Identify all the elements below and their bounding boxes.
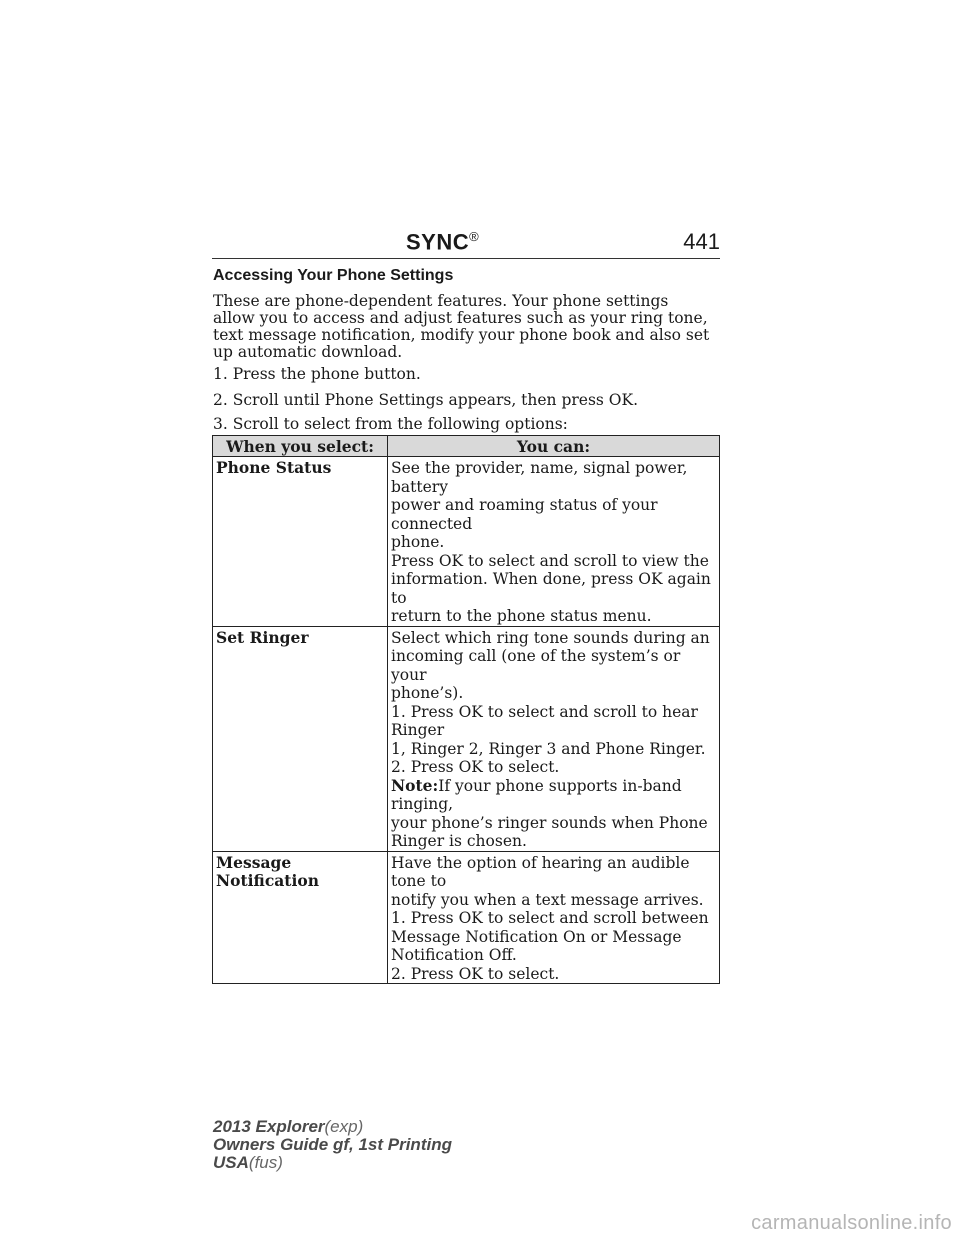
table-row-phone-status: [213, 457, 720, 627]
note-line: your phone’s ringer sounds when Phone: [391, 813, 708, 832]
option-description: [388, 851, 720, 984]
description-line: 1. Press OK to select and scroll between: [391, 909, 709, 927]
description-line: phone’s).: [391, 684, 464, 702]
step-1: 1. Press the phone button.: [213, 365, 421, 383]
footer-line-3: [213, 1154, 452, 1172]
note-line: [391, 777, 716, 814]
option-description: [388, 457, 720, 627]
note-label: Note:: [391, 775, 439, 795]
description-line: 1, Ringer 2, Ringer 3 and Phone Ringer.: [391, 739, 706, 758]
model-code: (exp): [324, 1117, 364, 1136]
chapter-title: SYNC®: [406, 229, 480, 255]
step-3: 3. Scroll to select from the following options:: [213, 415, 568, 433]
description-line: Notification Off.: [391, 946, 517, 964]
description-line: See the provider, name, signal power, battery: [391, 459, 688, 496]
footer-line-1: [213, 1118, 452, 1136]
description-line: return to the phone status menu.: [391, 607, 652, 625]
column-header-can: You can:: [388, 436, 720, 457]
registered-mark: ®: [469, 229, 480, 244]
note-text: If your phone supports in-band ringing,: [391, 776, 682, 813]
description-line: 1. Press OK to select and scroll to hear Ringer: [391, 702, 698, 739]
note-line: Ringer is chosen.: [391, 832, 527, 850]
page-number: 441: [683, 229, 720, 254]
description-line: information. When done, press OK again to: [391, 570, 711, 607]
header-divider: [212, 258, 720, 259]
model-name: 2013 Explorer: [213, 1117, 325, 1136]
table-row-message-notification: [213, 851, 720, 984]
description-line: 2. Press OK to select.: [391, 964, 560, 983]
document-footer: [213, 1118, 452, 1172]
site-watermark: carmanualsonline.info: [751, 1212, 952, 1234]
region-name: USA: [213, 1153, 249, 1172]
options-table: [212, 435, 720, 984]
region-code: (fus): [248, 1153, 283, 1172]
description-line: incoming call (one of the system’s or your: [391, 647, 681, 684]
option-description: [388, 626, 720, 851]
description-line: Message Notification On or Message: [391, 927, 682, 946]
section-title: Accessing Your Phone Settings: [213, 267, 454, 284]
description-line: notify you when a text message arrives.: [391, 890, 704, 909]
description-line: phone.: [391, 533, 445, 551]
table-header-row: [213, 436, 720, 457]
option-name: Phone Status: [213, 457, 388, 627]
footer-line-2: Owners Guide gf, 1st Printing: [213, 1135, 452, 1154]
table-row-set-ringer: [213, 626, 720, 851]
option-name: Message Notification: [213, 851, 388, 984]
description-line: 2. Press OK to select.: [391, 758, 560, 776]
description-line: power and roaming status of your connected: [391, 496, 658, 533]
description-line: Have the option of hearing an audible tone to: [391, 853, 690, 890]
description-line: Press OK to select and scroll to view the: [391, 551, 709, 570]
description-line: Select which ring tone sounds during an: [391, 628, 710, 647]
step-2: 2. Scroll until Phone Settings appears, then press OK.: [213, 391, 639, 409]
option-name: Set Ringer: [213, 626, 388, 851]
intro-paragraph: These are phone-dependent features. Your phone settings allow you to access and adjust features such as your ring tone, text message notification, modify your phone book and also set up automatic download.: [213, 292, 710, 361]
column-header-select: When you select:: [213, 436, 388, 457]
